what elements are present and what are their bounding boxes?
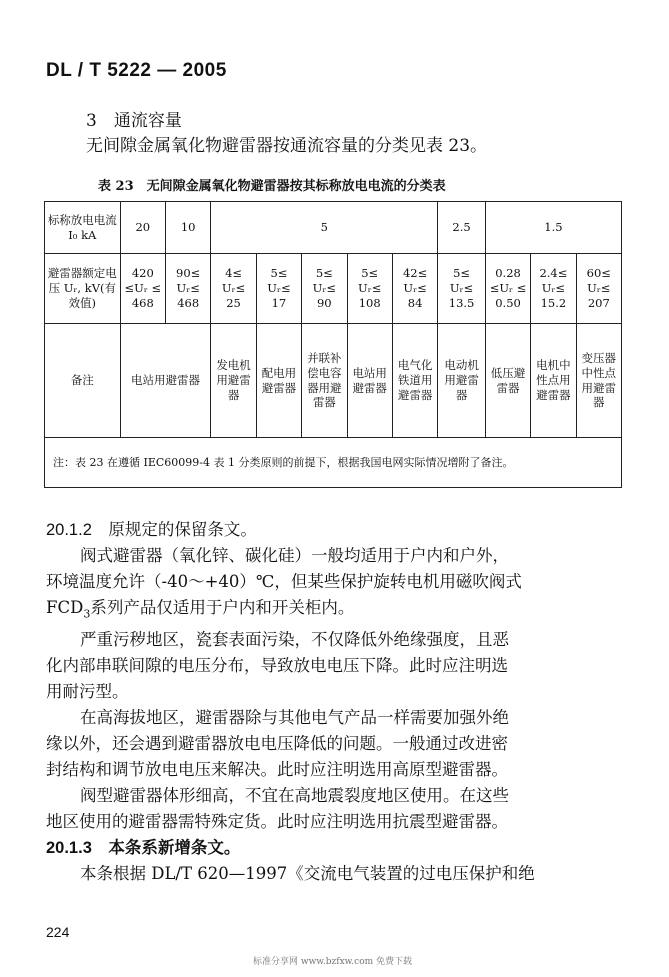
table-cell: 电站用避雷器 (120, 324, 211, 438)
footer-watermark: 标准分享网 www.bzfxw.com 免费下载 (253, 957, 413, 967)
table-cell: 电站用避雷器 (347, 324, 392, 438)
section-title: 3 通流容量 (86, 111, 182, 131)
table-cell: 5≤ Uᵣ≤ 17 (256, 254, 301, 324)
paragraph-line: 缘以外，还会遇到避雷器放电电压降低的问题。一般通过改进密 (46, 734, 508, 754)
table-cell: 2.4≤ Uᵣ≤ 15.2 (531, 254, 576, 324)
paragraph-line: 阀型避雷器体形细高，不宜在高地震裂度地区使用。在这些 (80, 786, 509, 806)
paragraph-line: 环境温度允许（-40～+40）℃，但某些保护旋转电机用磁吹阀式 (46, 572, 522, 591)
paragraph-text: 系列产品仅适用于户内和开关柜内。 (90, 598, 355, 617)
table-cell: 电动机用避雷器 (438, 324, 486, 438)
table-cell: 变压器中性点用避雷器 (576, 324, 621, 438)
section-intro: 无间隙金属氧化物避雷器按通流容量的分类见表 23。 (86, 136, 488, 156)
table-cell: 0.28 ≤Uᵣ ≤ 0.50 (485, 254, 530, 324)
paragraph-line: 封结构和调节放电电压来解决。此时应注明选用高原型避雷器。 (46, 760, 508, 780)
table-note: 注：表 23 在遵循 IEC60099-4 表 1 分类原则的前提下，根据我国电网实际情况增附了备注。 (45, 438, 622, 488)
table-cell: 发电机用避雷器 (211, 324, 256, 438)
table-cell: 42≤ Uᵣ≤ 84 (392, 254, 437, 324)
table-cell: 5≤ Uᵣ≤ 13.5 (438, 254, 486, 324)
clause-20-1-2 (46, 517, 586, 887)
table-cell: 10 (166, 202, 211, 254)
paragraph-line: 用耐污型。 (46, 682, 129, 702)
clause-heading: 20.1.2 原规定的保留条文。 (46, 521, 257, 539)
table-row (45, 324, 622, 438)
table-row (45, 438, 622, 488)
row-header-remarks: 备注 (45, 324, 121, 438)
classification-table (44, 201, 622, 488)
table-cell: 420 ≤Uᵣ ≤ 468 (120, 254, 165, 324)
table-cell: 低压避雷器 (485, 324, 530, 438)
table-cell: 2.5 (438, 202, 486, 254)
paragraph-line: 化内部串联间隙的电压分布，导致放电电压下降。此时应注明选 (46, 656, 508, 676)
table-cell: 电机中性点用避雷器 (531, 324, 576, 438)
table-cell: 5≤ Uᵣ≤ 108 (347, 254, 392, 324)
product-model-subscript: 3 (83, 607, 91, 621)
table-cell: 20 (120, 202, 165, 254)
table-cell: 1.5 (485, 202, 621, 254)
table-cell: 电气化铁道用避雷器 (392, 324, 437, 438)
row-header-current: 标称放电电流 I₀ kA (45, 202, 121, 254)
table-cell: 4≤ Uᵣ≤ 25 (211, 254, 256, 324)
clause-heading: 20.1.3 本条系新增条文。 (46, 839, 241, 858)
table-cell: 并联补偿电容器用避雷器 (302, 324, 347, 438)
paragraph-line: 在高海拔地区，避雷器除与其他电气产品一样需要加强外绝 (80, 708, 509, 728)
table-cell: 60≤ Uᵣ≤ 207 (576, 254, 621, 324)
table-caption: 表 23 无间隙金属氧化物避雷器按其标称放电电流的分类表 (98, 179, 446, 194)
paragraph-line: 地区使用的避雷器需特殊定货。此时应注明选用抗震型避雷器。 (46, 812, 508, 832)
document-header: DL / T 5222 — 2005 (46, 60, 227, 81)
table-cell: 90≤ Uᵣ≤ 468 (166, 254, 211, 324)
page-number: 224 (46, 924, 70, 940)
paragraph-line (46, 595, 586, 627)
paragraph-line: 本条根据 DL/T 620—1997《交流电气装置的过电压保护和绝 (80, 864, 535, 884)
paragraph-line: 严重污秽地区，瓷套表面污染，不仅降低外绝缘强度，且恶 (80, 630, 509, 650)
table-row (45, 202, 622, 254)
table-cell: 配电用避雷器 (256, 324, 301, 438)
paragraph-line: 阀式避雷器（氧化锌、碳化硅）一般均适用于户内和户外， (80, 546, 509, 565)
table-cell: 5 (211, 202, 438, 254)
table-row (45, 254, 622, 324)
product-model: FCD (46, 598, 84, 617)
table-cell: 5≤ Uᵣ≤ 90 (302, 254, 347, 324)
row-header-voltage: 避雷器额定电压 Uᵣ, kV(有效值) (45, 254, 121, 324)
